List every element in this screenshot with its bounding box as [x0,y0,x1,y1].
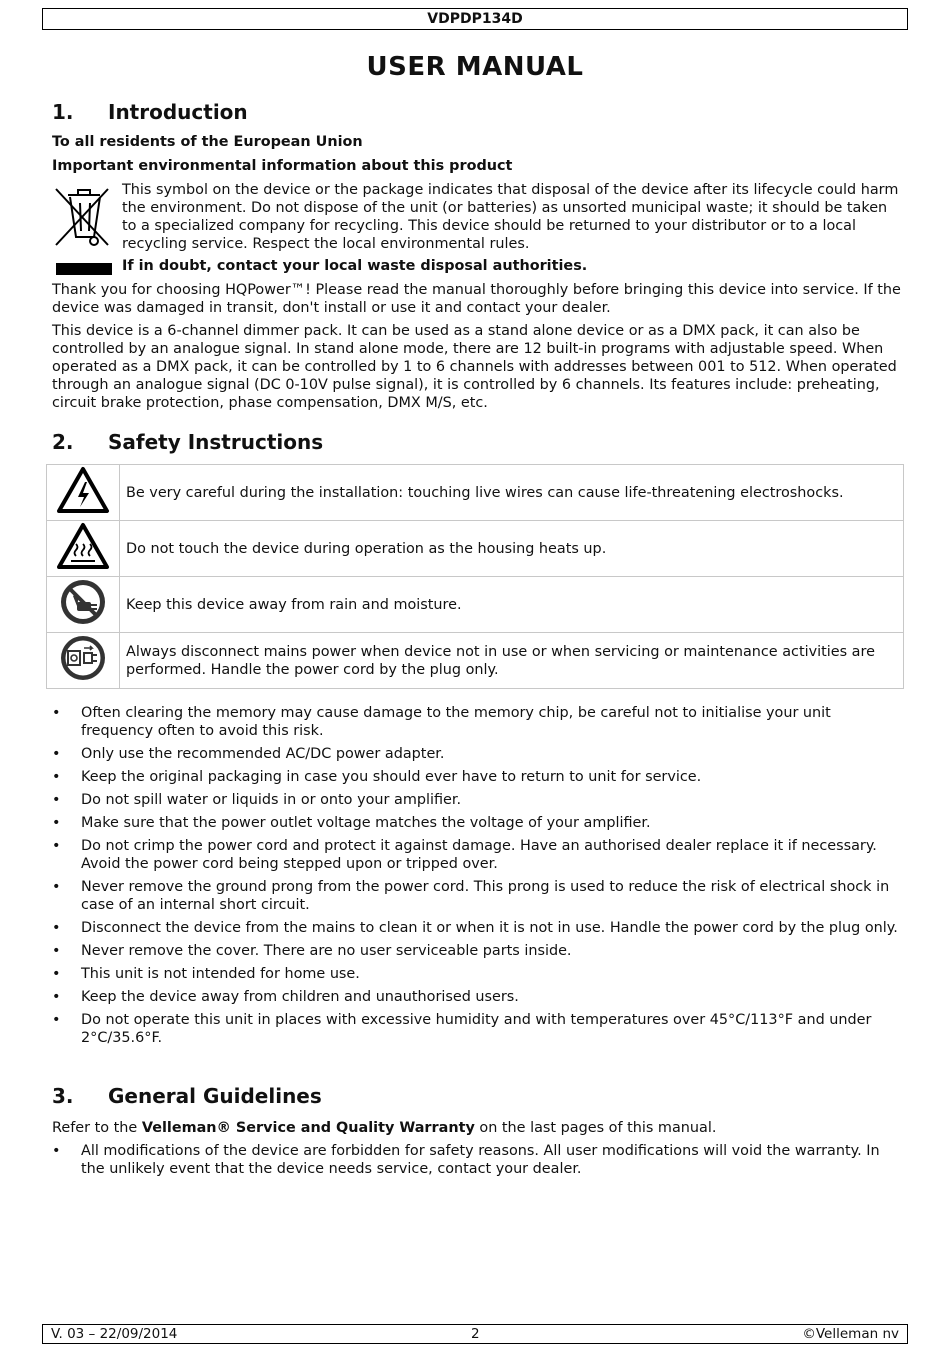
section-3-heading [52,1084,322,1108]
list-item: • Keep the original packaging in case you should ever have to return to unit for service. [52,768,902,786]
safety-row [47,633,904,689]
safety-icon-cell [47,633,120,689]
list-item: • Do not operate this unit in places with excessive humidity and with temperatures over 45°C/113°F and under 2°C/35.6°F. [52,1011,902,1047]
disconnect-power-icon [59,634,107,682]
section-2-heading [52,430,323,454]
waste-authority-notice: If in doubt, contact your local waste disposal authorities. [122,258,588,274]
electric-shock-warning-icon [56,466,110,514]
safety-text: Keep this device away from rain and moisture. [120,577,904,633]
warranty-prefix: Refer to the [52,1120,142,1136]
safety-icon-cell [47,577,120,633]
safety-icon-cell [47,521,120,577]
list-item: • Make sure that the power outlet voltage matches the voltage of your amplifier. [52,814,902,832]
safety-row [47,521,904,577]
list-item: • Disconnect the device from the mains to clean it or when it is not in use. Handle the power cord by the plug only. [52,919,902,937]
page-footer [42,1324,908,1344]
safety-text: Always disconnect mains power when device not in use or when servicing or maintenance activities are performed. Handle the power cord by the plug only. [120,633,904,689]
section-2-number: 2. [52,430,74,454]
safety-bullet-list [52,704,902,1052]
section-1-title: Introduction [108,100,248,124]
hot-surface-warning-icon [56,522,110,570]
list-item: • This unit is not intended for home use. [52,965,902,983]
section-3-title: General Guidelines [108,1084,322,1108]
safety-text: Be very careful during the installation: touching live wires can cause life-threatening electroshocks. [120,465,904,521]
section-3-number: 3. [52,1084,74,1108]
manual-title: USER MANUAL [366,52,584,82]
footer-copyright: ©Velleman nv [802,1326,899,1342]
weee-disposal-text: This symbol on the device or the package indicates that disposal of the device after its lifecycle could harm the environment. Do not dispose of the unit (or batteries) as unsorted municipal waste; it should be taken to a specialized company for recycling. This device should be returned to your distributor or to a local recycling service. Respect the local environmental rules. [122,182,899,252]
list-item: • Keep the device away from children and unauthorised users. [52,988,902,1006]
device-description: This device is a 6-channel dimmer pack. It can be used as a stand alone device or as a DMX pack, it can also be controlled by an analogue signal. In stand alone mode, there are 12 built-in programs with adjustable speed. When operated as a DMX pack, it can be controlled by 1 to 6 channels with addresses between 001 to 512. When operated through an analogue signal (DC 0-10V pulse signal), it is controlled by 6 channels. Its features include: preheating, circuit brake protection, phase compensation, DMX M/S, etc. [52,323,897,411]
safety-text: Do not touch the device during operation as the housing heats up. [120,521,904,577]
eu-residents-line: To all residents of the European Union [52,134,363,150]
section-1-number: 1. [52,100,74,124]
footer-page-number: 2 [471,1326,480,1342]
list-item: • Do not spill water or liquids in or onto your amplifier. [52,791,902,809]
section-1-heading [52,100,248,124]
warranty-name: Velleman® Service and Quality Warranty [141,1120,475,1136]
env-info-heading: Important environmental information about this product [52,158,513,174]
black-bar [56,263,112,275]
warranty-reference [52,1119,902,1137]
guidelines-bullet-list [52,1142,902,1183]
footer-version: V. 03 – 22/09/2014 [51,1326,178,1342]
list-item: • Do not crimp the power cord and protect it against damage. Have an authorised dealer replace it if necessary. Avoid the power cord being stepped upon or tripped over. [52,837,902,873]
safety-icon-cell [47,465,120,521]
list-item: • Often clearing the memory may cause damage to the memory chip, be careful not to initialise your unit frequency often to avoid this risk. [52,704,902,740]
header-model: VDPDP134D [42,8,908,30]
weee-crossed-bin-icon [52,183,112,249]
section-2-title: Safety Instructions [108,430,324,454]
list-item: • All modifications of the device are forbidden for safety reasons. All user modifications will void the warranty. In the unlikely event that the device needs service, contact your dealer. [52,1142,902,1178]
list-item: • Never remove the cover. There are no user serviceable parts inside. [52,942,902,960]
warranty-suffix: on the last pages of this manual. [474,1120,717,1136]
no-rain-moisture-icon [59,578,107,626]
safety-row [47,577,904,633]
safety-row [47,465,904,521]
list-item: • Only use the recommended AC/DC power adapter. [52,745,902,763]
safety-table [46,464,904,689]
list-item: • Never remove the ground prong from the power cord. This prong is used to reduce the risk of electrical shock in case of an internal short circuit. [52,878,902,914]
thanks-paragraph: Thank you for choosing HQPower™! Please read the manual thoroughly before bringing this device into service. If the device was damaged in transit, don't install or use it and contact your dealer. [52,282,901,316]
